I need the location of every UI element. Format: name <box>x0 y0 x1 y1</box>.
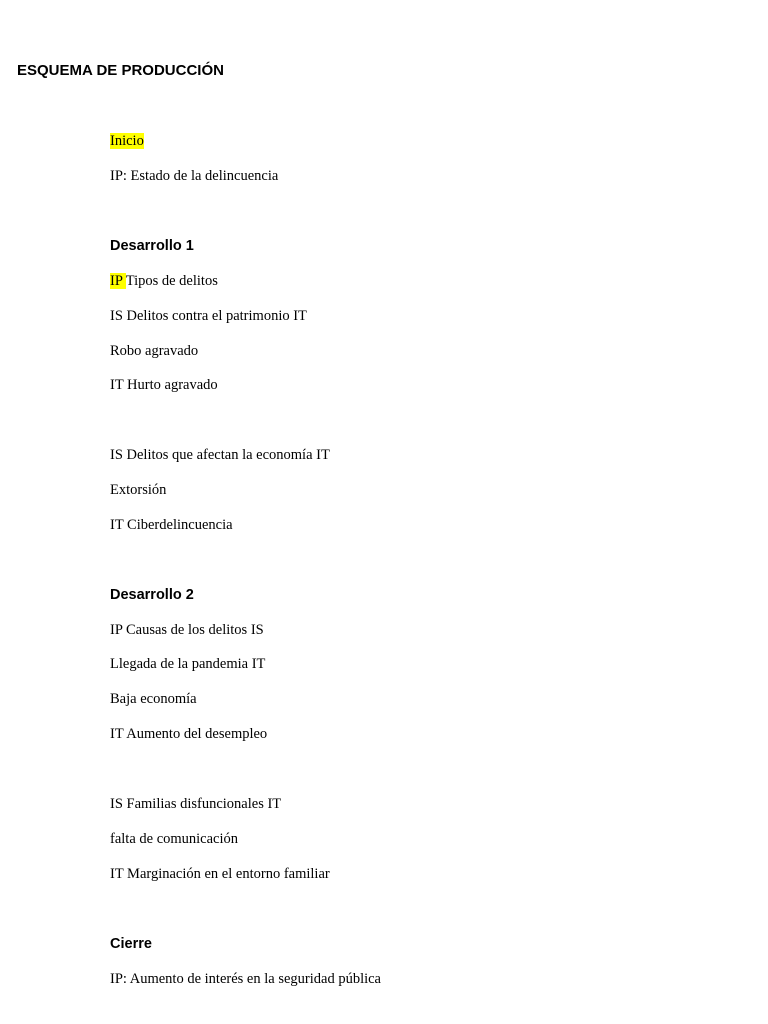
highlighted-text: Inicio <box>110 133 144 149</box>
desarrollo-2-line-4: IT Aumento del desempleo <box>110 726 268 742</box>
desarrollo-1-line-1 <box>110 272 218 290</box>
inicio-line: IP: Estado de la delincuencia <box>110 168 279 184</box>
line-text: Tipos de delitos <box>125 273 218 289</box>
inicio-label <box>110 132 144 150</box>
desarrollo-2-line-7: IT Marginación en el entorno familiar <box>110 866 330 882</box>
desarrollo-1-line-3: Robo agravado <box>110 343 199 359</box>
desarrollo-2-line-2: Llegada de la pandemia IT <box>110 656 266 672</box>
section-heading-desarrollo-1: Desarrollo 1 <box>110 238 194 254</box>
desarrollo-1-line-7: IT Ciberdelincuencia <box>110 517 233 533</box>
desarrollo-1-line-2: IS Delitos contra el patrimonio IT <box>110 308 307 324</box>
cierre-line: IP: Aumento de interés en la seguridad pública <box>110 971 381 987</box>
highlighted-text: IP <box>110 273 126 289</box>
desarrollo-2-line-5: IS Familias disfuncionales IT <box>110 796 282 812</box>
section-heading-desarrollo-2: Desarrollo 2 <box>110 587 194 603</box>
desarrollo-1-line-4: IT Hurto agravado <box>110 377 218 393</box>
desarrollo-1-line-6: Extorsión <box>110 482 167 498</box>
desarrollo-2-line-6: falta de comunicación <box>110 831 239 847</box>
section-heading-cierre: Cierre <box>110 936 152 952</box>
desarrollo-2-line-1: IP Causas de los delitos IS <box>110 622 264 638</box>
desarrollo-1-line-5: IS Delitos que afectan la economía IT <box>110 447 330 463</box>
document-title: ESQUEMA DE PRODUCCIÓN <box>17 62 224 79</box>
desarrollo-2-line-3: Baja economía <box>110 691 197 707</box>
